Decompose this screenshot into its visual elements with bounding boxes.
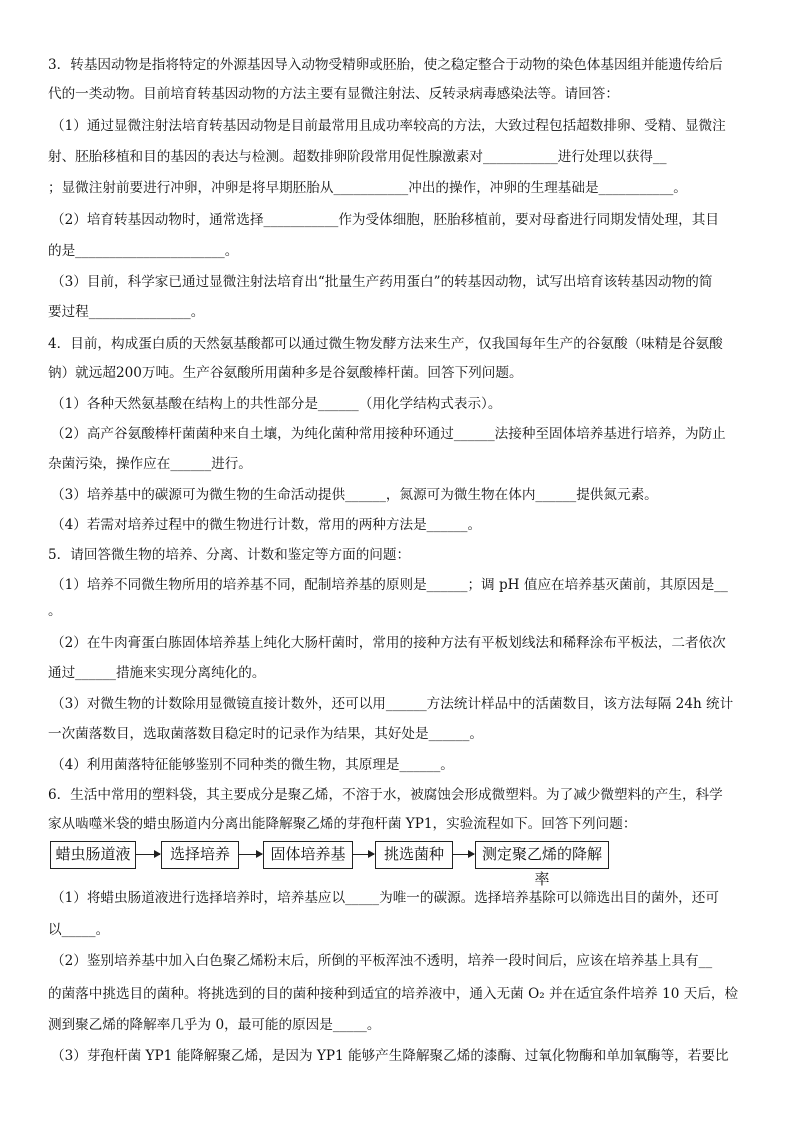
flow-arrow-1 — [136, 854, 160, 855]
q5-part2-line-2: 通过______措施来实现分离纯化的。 — [48, 665, 266, 681]
q4-part2-line-1: （2）高产谷氨酸棒杆菌菌种来自土壤，为纯化菌种常用接种环通过______法接种至固体培养基进行培养，为防止 — [51, 426, 726, 442]
q6-stem-line-2: 家从啮噬米袋的蜡虫肠道内分离出能降解聚乙烯的芽孢杆菌 YP1，实验流程如下。回答下列问题： — [48, 816, 637, 832]
q5-part1-line-1: （1）培养不同微生物所用的培养基不同，配制培养基的原则是______；调 pH 值应在培养基灭菌前，其原因是__ — [51, 577, 728, 593]
q3-stem-line-1: 3．转基因动物是指将特定的外源基因导入动物受精卵或胚胎，使之稳定整合于动物的染色体基因组并能遗传给后 — [48, 57, 723, 73]
q3-stem-line-2: 代的一类动物。目前培育转基因动物的方法主要有显微注射法、反转录病毒感染法等。请回答： — [48, 86, 619, 102]
q3-part3-line-1: （3）目前，科学家已通过显微注射法培育出“批量生产药用蛋白”的转基因动物，试写出培育该转基因动物的简 — [51, 274, 713, 290]
q3-part1-line-1: （1）通过显微注射法培育转基因动物是目前最常用且成功率较高的方法，大致过程包括超数排卵、受精、显微注 — [51, 118, 726, 134]
q3-part3-line-2: 要过程_______________。 — [48, 304, 205, 320]
q5-part1-line-2: 。 — [48, 603, 62, 619]
q6-part2-line-3: 测到聚乙烯的降解率几乎为 0，最可能的原因是_____。 — [48, 1017, 381, 1033]
q6-part2-line-2: 的菌落中挑选目的菌种。将挑选到的目的菌种接种到适宜的培养液中，通入无菌 O₂ 并在适宜条件培养 10 天后，检 — [48, 986, 739, 1002]
q4-stem-line-2: 钠）就远超200万吨。生产谷氨酸所用菌种多是谷氨酸棒杆菌。回答下列问题。 — [48, 365, 523, 381]
q4-part4: （4）若需对培养过程中的微生物进行计数，常用的两种方法是______。 — [51, 517, 482, 533]
q6-part1-line-2: 以_____。 — [48, 922, 110, 938]
q3-part1-line-3: ；显微注射前要进行冲卵，冲卵是将早期胚胎从___________冲出的操作，冲卵的生理基础是___________。 — [48, 180, 687, 196]
flow-step-1: 蜡虫肠道液 — [50, 841, 136, 869]
q5-stem: 5．请回答微生物的培养、分离、计数和鉴定等方面的问题： — [48, 547, 411, 563]
q4-part1: （1）各种天然氨基酸在结构上的共性部分是______（用化学结构式表示）。 — [51, 396, 502, 412]
q5-part3-line-1: （3）对微生物的计数除用显微镜直接计数外，还可以用______方法统计样品中的活菌数目，该方法每隔 24h 统计 — [51, 696, 734, 712]
flow-step-4: 挑选菌种 — [375, 841, 453, 869]
experiment-flowchart — [50, 841, 610, 888]
flow-arrow-2 — [239, 854, 262, 855]
q6-part2-line-1: （2）鉴别培养基中加入白色聚乙烯粉末后，所倒的平板浑浊不透明，培养一段时间后，应该在培养基上具有__ — [51, 953, 713, 969]
q6-part3-line-1: （3）芽孢杆菌 YP1 能降解聚乙烯，是因为 YP1 能够产生降解聚乙烯的漆酶、过氧化物酶和单加氧酶等，若要比 — [51, 1048, 729, 1064]
q6-part1-line-1: （1）将蜡虫肠道液进行选择培养时，培养基应以_____为唯一的碳源。选择培养基除可以筛选出目的菌外，还可 — [51, 890, 719, 906]
flow-arrow-3 — [353, 854, 374, 855]
q6-stem-line-1: 6．生活中常用的塑料袋，其主要成分是聚乙烯，不溶于水，被腐蚀会形成微塑料。为了减少微塑料的产生，科学 — [48, 787, 723, 803]
q3-part2-line-2: 的是______________________。 — [48, 243, 239, 259]
flow-step-2: 选择培养 — [161, 841, 239, 869]
flow-step-3: 固体培养基 — [263, 841, 353, 869]
q4-stem-line-1: 4．目前，构成蛋白质的天然氨基酸都可以通过微生物发酵方法来生产，仅我国每年生产的谷氨酸（味精是谷氨酸 — [48, 336, 723, 352]
q3-part1-line-2: 射、胚胎移植和目的基因的表达与检测。超数排卵阶段常用促性腺激素对___________进行处理以获得__ — [48, 149, 667, 165]
q4-part2-line-2: 杂菌污染，操作应在______进行。 — [48, 456, 252, 472]
q5-part2-line-1: （2）在牛肉膏蛋白胨固体培养基上纯化大肠杆菌时，常用的接种方法有平板划线法和稀释涂布平板法，二者依次 — [51, 635, 726, 651]
q5-part3-line-2: 一次菌落数目，选取菌落数目稳定时的记录作为结果，其好处是______。 — [48, 726, 483, 742]
flow-arrow-4 — [453, 854, 474, 855]
q3-part2-line-1: （2）培育转基因动物时，通常选择___________作为受体细胞，胚胎移植前，要对母畜进行同期发情处理，其目 — [51, 212, 719, 228]
flow-step-5: 测定聚乙烯的降解率 — [475, 841, 609, 869]
q5-part4: （4）利用菌落特征能够鉴别不同种类的微生物，其原理是______。 — [51, 757, 454, 773]
q4-part3: （3）培养基中的碳源可为微生物的生命活动提供______，氮源可为微生物在体内______提供氮元素。 — [51, 487, 658, 503]
